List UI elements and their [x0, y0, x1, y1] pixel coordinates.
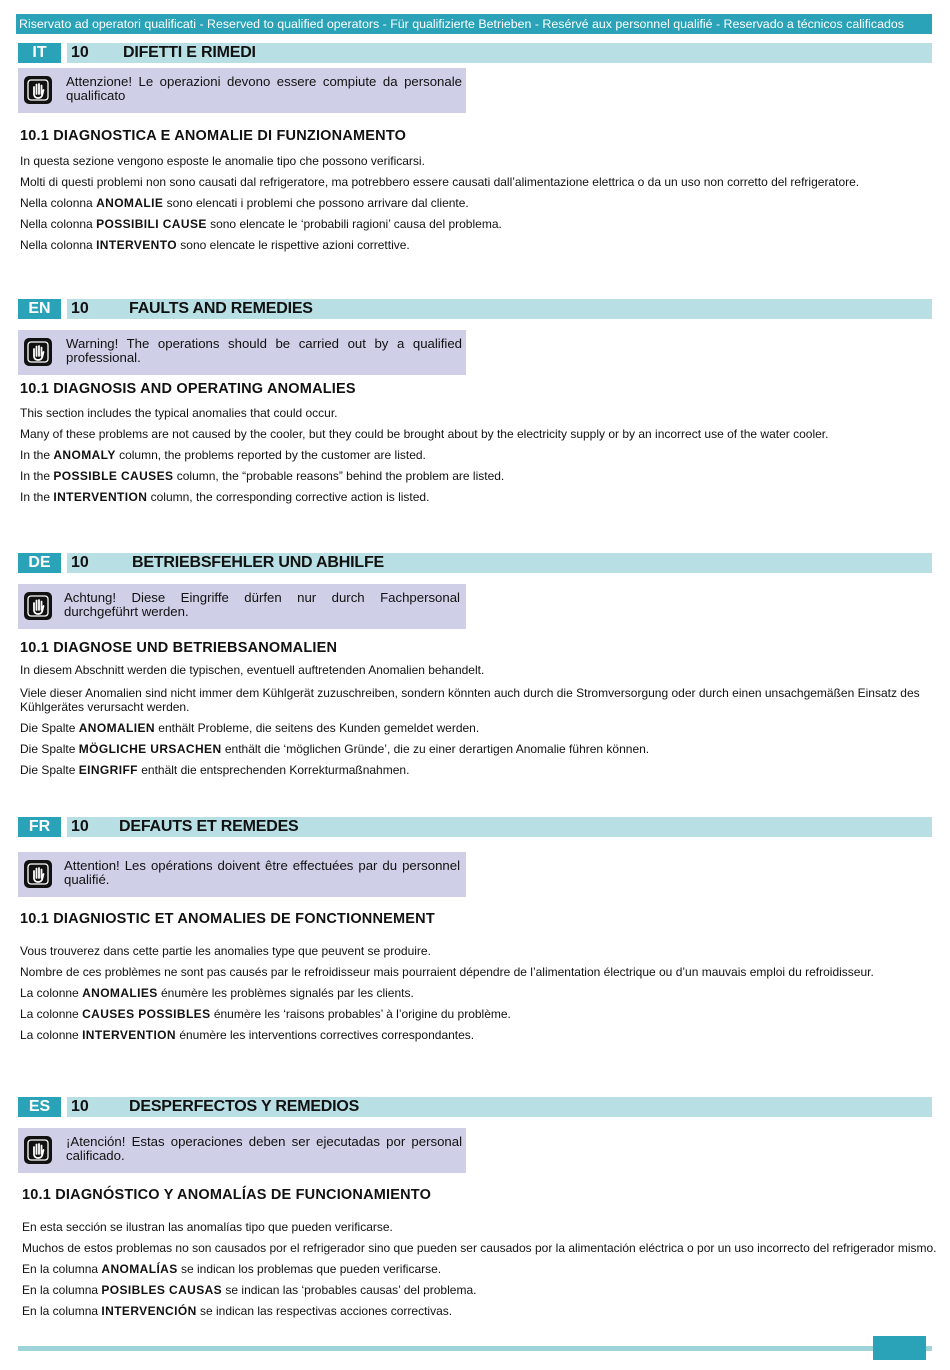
paragraph-line: Nella colonna POSSIBILI CAUSE sono elencate le ‘probabili ragioni’ causa del problema. [20, 217, 502, 231]
warning-text: Achtung! Diese Eingriffe dürfen nur durch Fachpersonal durchgeführt werden. [64, 590, 460, 619]
stop-hand-icon [24, 860, 52, 888]
paragraph-line: La colonne CAUSES POSSIBLES énumère les ‘raisons probables’ à l’origine du problème. [20, 1007, 511, 1021]
paragraph-line: In diesem Abschnitt werden die typischen, eventuell auftretenden Anomalien behandelt. [20, 663, 485, 677]
warning-box [18, 68, 466, 113]
paragraph-line: Vous trouverez dans cette partie les anomalies type que peuvent se produire. [20, 944, 431, 958]
section-header [18, 299, 932, 319]
section-header [18, 1097, 932, 1117]
chapter-title: BETRIEBSFEHLER UND ABHILFE [132, 554, 384, 571]
paragraph-line: La colonne ANOMALIES énumère les problèmes signalés par les clients. [20, 986, 414, 1000]
paragraph-line: Nella colonna INTERVENTO sono elencate le rispettive azioni correttive. [20, 238, 410, 252]
chapter-number: 10 [71, 818, 89, 835]
language-badge: ES [18, 1097, 61, 1117]
paragraph-line: Viele dieser Anomalien sind nicht immer dem Kühlgerät zuzuschreiben, sondern könnten auch durch die Stromversorgung oder durch einen unsachgemäßen Einsatz des Kühlgerätes verursacht werden. [20, 686, 920, 714]
paragraph-line: Muchos de estos problemas no son causados por el refrigerador sino que pueden ser causados por la alimentación eléctrica o por un uso incorrecto del refrigerador mismo. [22, 1241, 937, 1255]
chapter-title: DESPERFECTOS Y REMEDIOS [129, 1098, 360, 1115]
subsection-title: 10.1 DIAGNOSE UND BETRIEBSANOMALIEN [20, 640, 338, 656]
paragraph-line: In the ANOMALY column, the problems reported by the customer are listed. [20, 448, 426, 462]
stop-hand-icon [24, 76, 52, 104]
language-badge: DE [18, 553, 61, 573]
section-header [18, 43, 932, 63]
section-it [18, 43, 932, 252]
paragraph-line: Many of these problems are not caused by the cooler, but they could be brought about by the electricity supply or by an incorrect use of the water cooler. [20, 427, 829, 441]
page-number-box [873, 1336, 926, 1360]
section-en [18, 299, 932, 504]
subsection-title: 10.1 DIAGNIOSTIC ET ANOMALIES DE FONCTIONNEMENT [20, 911, 435, 927]
warning-text: Attenzione! Le operazioni devono essere compiute da personale qualificato [66, 74, 462, 103]
footer-bar [18, 1346, 932, 1351]
section-header [18, 553, 932, 573]
warning-text: Warning! The operations should be carried out by a qualified professional. [66, 336, 462, 365]
section-fr [18, 817, 932, 1042]
paragraph-line: Molti di questi problemi non sono causati dal refrigeratore, ma potrebbero essere causati dall’alimentazione elettrica o da un uso non corretto del refrigeratore. [20, 175, 860, 189]
subsection-title: 10.1 DIAGNÓSTICO Y ANOMALÍAS DE FUNCIONAMIENTO [22, 1187, 432, 1203]
warning-text: Attention! Les opérations doivent être effectuées par du personnel qualifié. [64, 858, 460, 887]
paragraph-line: En la columna INTERVENCIÓN se indican las respectivas acciones correctivas. [22, 1304, 453, 1318]
paragraph-line: In questa sezione vengono esposte le anomalie tipo che possono verificarsi. [20, 154, 425, 168]
warning-box [18, 330, 466, 375]
paragraph-line: En la columna POSIBLES CAUSAS se indican las ‘probables causas’ del problema. [22, 1283, 477, 1297]
chapter-title: DIFETTI E RIMEDI [123, 44, 256, 61]
paragraph-line: Die Spalte EINGRIFF enthält die entsprechenden Korrekturmaßnahmen. [20, 763, 410, 777]
paragraph-line: Nombre de ces problèmes ne sont pas causés par le refroidisseur mais pourraient dépendre de l’alimentation électrique ou d’un mauvais emploi du refroidisseur. [20, 965, 874, 979]
stop-hand-icon [24, 1136, 52, 1164]
language-badge: EN [18, 299, 61, 319]
chapter-number: 10 [71, 300, 89, 317]
stop-hand-icon [24, 338, 52, 366]
warning-box [18, 584, 466, 629]
paragraph-line: En la columna ANOMALÍAS se indican los problemas que pueden verificarse. [22, 1262, 442, 1276]
language-badge: IT [18, 43, 61, 63]
paragraph-line: In the POSSIBLE CAUSES column, the “probable reasons” behind the problem are listed. [20, 469, 505, 483]
warning-box [18, 852, 466, 897]
chapter-title: FAULTS AND REMEDIES [129, 300, 313, 317]
paragraph-line: La colonne INTERVENTION énumère les interventions correctives correspondantes. [20, 1028, 475, 1042]
section-es [18, 1097, 937, 1318]
section-de [18, 553, 932, 777]
top-banner: Riservato ad operatori qualificati - Reserved to qualified operators - Für qualifizierte Betrieben - Resérvé aux personnel qualifié - Reservado a técnicos calificados [16, 14, 932, 34]
section-header [18, 817, 932, 837]
chapter-number: 10 [71, 554, 89, 571]
paragraph-line: Nella colonna ANOMALIE sono elencati i problemi che possono arrivare dal cliente. [20, 196, 469, 210]
paragraph-line: Die Spalte ANOMALIEN enthält Probleme, die seitens des Kunden gemeldet werden. [20, 721, 480, 735]
paragraph-line: En esta sección se ilustran las anomalías tipo que pueden verificarse. [22, 1220, 393, 1234]
paragraph-line: This section includes the typical anomalies that could occur. [20, 406, 338, 420]
chapter-number: 10 [71, 44, 89, 61]
stop-hand-icon [24, 592, 52, 620]
paragraph-line: In the INTERVENTION column, the corresponding corrective action is listed. [20, 490, 430, 504]
paragraph-line: Die Spalte MÖGLICHE URSACHEN enthält die ‘möglichen Gründe’, die zu einer derartigen Anomalie führen können. [20, 742, 650, 756]
subsection-title: 10.1 DIAGNOSIS AND OPERATING ANOMALIES [20, 381, 356, 397]
subsection-title: 10.1 DIAGNOSTICA E ANOMALIE DI FUNZIONAMENTO [20, 128, 407, 144]
chapter-title: DEFAUTS ET REMEDES [119, 818, 299, 835]
warning-box [18, 1128, 466, 1173]
warning-text: ¡Atención! Estas operaciones deben ser ejecutadas por personal calificado. [66, 1134, 462, 1163]
chapter-number: 10 [71, 1098, 89, 1115]
language-badge: FR [18, 817, 61, 837]
